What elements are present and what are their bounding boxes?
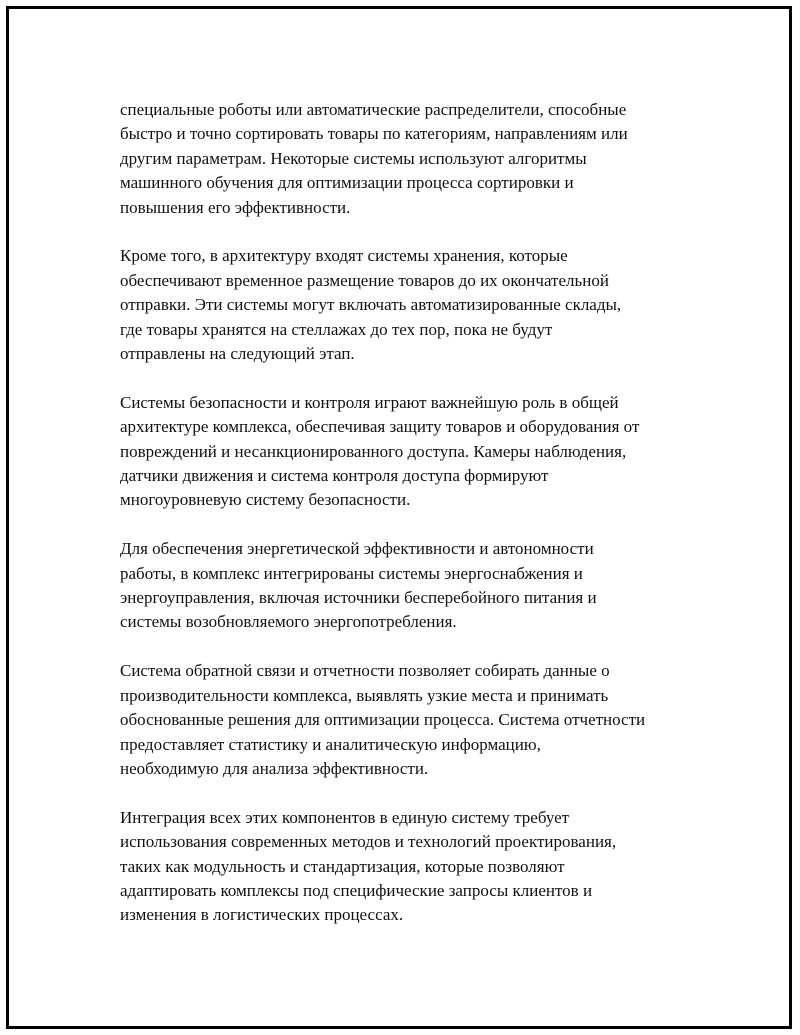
text-line: машинного обучения для оптимизации процесса сортировки и bbox=[120, 173, 574, 193]
text-line: предоставляет статистику и аналитическую информацию, bbox=[120, 734, 541, 754]
text-line: архитектуре комплекса, обеспечивая защиту товаров и оборудования от bbox=[120, 417, 640, 437]
text-line: отправки. Эти системы могут включать автоматизированные склады, bbox=[120, 295, 622, 315]
text-line: системы возобновляемого энергопотребления. bbox=[120, 612, 457, 632]
text-line: производительности комплекса, выявлять узкие места и принимать bbox=[120, 685, 609, 705]
text-line: где товары хранятся на стеллажах до тех пор, пока не будут bbox=[120, 319, 553, 339]
text-line: таких как модульность и стандартизация, которые позволяют bbox=[120, 856, 565, 876]
document-body bbox=[120, 98, 710, 928]
paragraph bbox=[120, 244, 710, 366]
text-line: обоснованные решения для оптимизации процесса. Система отчетности bbox=[120, 710, 646, 730]
text-line: адаптировать комплексы под специфические запросы клиентов и bbox=[120, 880, 593, 900]
text-line: Кроме того, в архитектуру входят системы хранения, которые bbox=[120, 246, 568, 266]
document-page bbox=[6, 6, 792, 1029]
text-line: повышения его эффективности. bbox=[120, 197, 351, 217]
text-line: отправлены на следующий этап. bbox=[120, 344, 355, 364]
text-line: обеспечивают временное размещение товаров до их окончательной bbox=[120, 270, 609, 290]
paragraph bbox=[120, 391, 710, 513]
text-line: изменения в логистических процессах. bbox=[120, 905, 404, 925]
text-line: использования современных методов и технологий проектирования, bbox=[120, 832, 617, 852]
text-line: многоуровневую систему безопасности. bbox=[120, 490, 411, 510]
text-line: Для обеспечения энергетической эффективности и автономности bbox=[120, 539, 594, 559]
text-line: повреждений и несанкционированного доступа. Камеры наблюдения, bbox=[120, 441, 627, 461]
paragraph bbox=[120, 659, 710, 781]
text-line: другим параметрам. Некоторые системы используют алгоритмы bbox=[120, 148, 587, 168]
text-line: Система обратной связи и отчетности позволяет собирать данные о bbox=[120, 661, 610, 681]
text-line: специальные роботы или автоматические распределители, способные bbox=[120, 100, 627, 119]
text-line: необходимую для анализа эффективности. bbox=[120, 758, 429, 778]
text-line: Интеграция всех этих компонентов в единую систему требует bbox=[120, 807, 570, 827]
text-line: энергоуправления, включая источники бесперебойного питания и bbox=[120, 588, 597, 608]
paragraph bbox=[120, 537, 710, 635]
text-line: Системы безопасности и контроля играют важнейшую роль в общей bbox=[120, 392, 619, 412]
text-line: работы, в комплекс интегрированы системы энергоснабжения и bbox=[120, 563, 583, 583]
text-line: датчики движения и система контроля доступа формируют bbox=[120, 466, 549, 486]
paragraph bbox=[120, 98, 710, 220]
text-line: быстро и точно сортировать товары по категориям, направлениям или bbox=[120, 124, 628, 144]
paragraph bbox=[120, 806, 710, 928]
